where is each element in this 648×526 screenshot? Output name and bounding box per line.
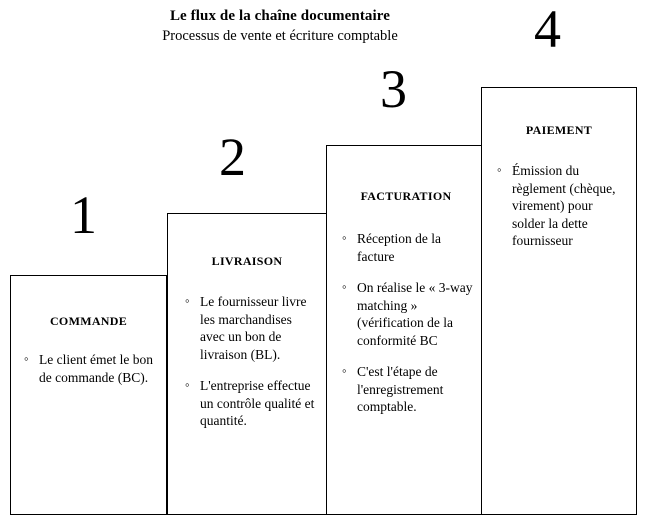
list-item: ◦ L'entreprise effectue un contrôle qualité et quantité. [184, 377, 316, 430]
page-subtitle: Processus de vente et écriture comptable [162, 28, 398, 44]
page-title: Le flux de la chaîne documentaire [169, 8, 391, 24]
list-item: ◦ C'est l'étape de l'enregistrement comptable. [341, 363, 477, 416]
step-box-livraison [167, 213, 327, 515]
step-bullets-livraison [168, 293, 326, 430]
step-number-3: 3 [380, 59, 407, 119]
step-bullets-paiement [482, 162, 636, 250]
step-heading-livraison: LIVRAISON [211, 254, 283, 268]
step-bullets-commande [11, 351, 166, 386]
list-item: ◦ On réalise le « 3-way matching » (vérification de la conformité BC [341, 279, 477, 349]
step-number-4: 4 [534, 0, 561, 59]
list-item: ◦ Réception de la facture [341, 230, 477, 265]
title-block [0, 6, 560, 46]
step-heading-commande: COMMANDE [49, 314, 128, 328]
step-number-1: 1 [70, 185, 97, 245]
step-heading-paiement: PAIEMENT [525, 123, 593, 137]
step-box-facturation [326, 145, 486, 515]
list-item: ◦ Le client émet le bon de commande (BC). [23, 351, 156, 386]
step-number-2: 2 [219, 127, 246, 187]
step-box-commande [10, 275, 167, 515]
step-box-paiement [481, 87, 637, 515]
step-heading-facturation: FACTURATION [360, 189, 452, 203]
list-item: ◦ Le fournisseur livre les marchandises avec un bon de livraison (BL). [184, 293, 316, 363]
step-bullets-facturation [327, 230, 485, 416]
list-item: ◦ Émission du règlement (chèque, virement) pour solder la dette fournisseur [496, 162, 628, 250]
